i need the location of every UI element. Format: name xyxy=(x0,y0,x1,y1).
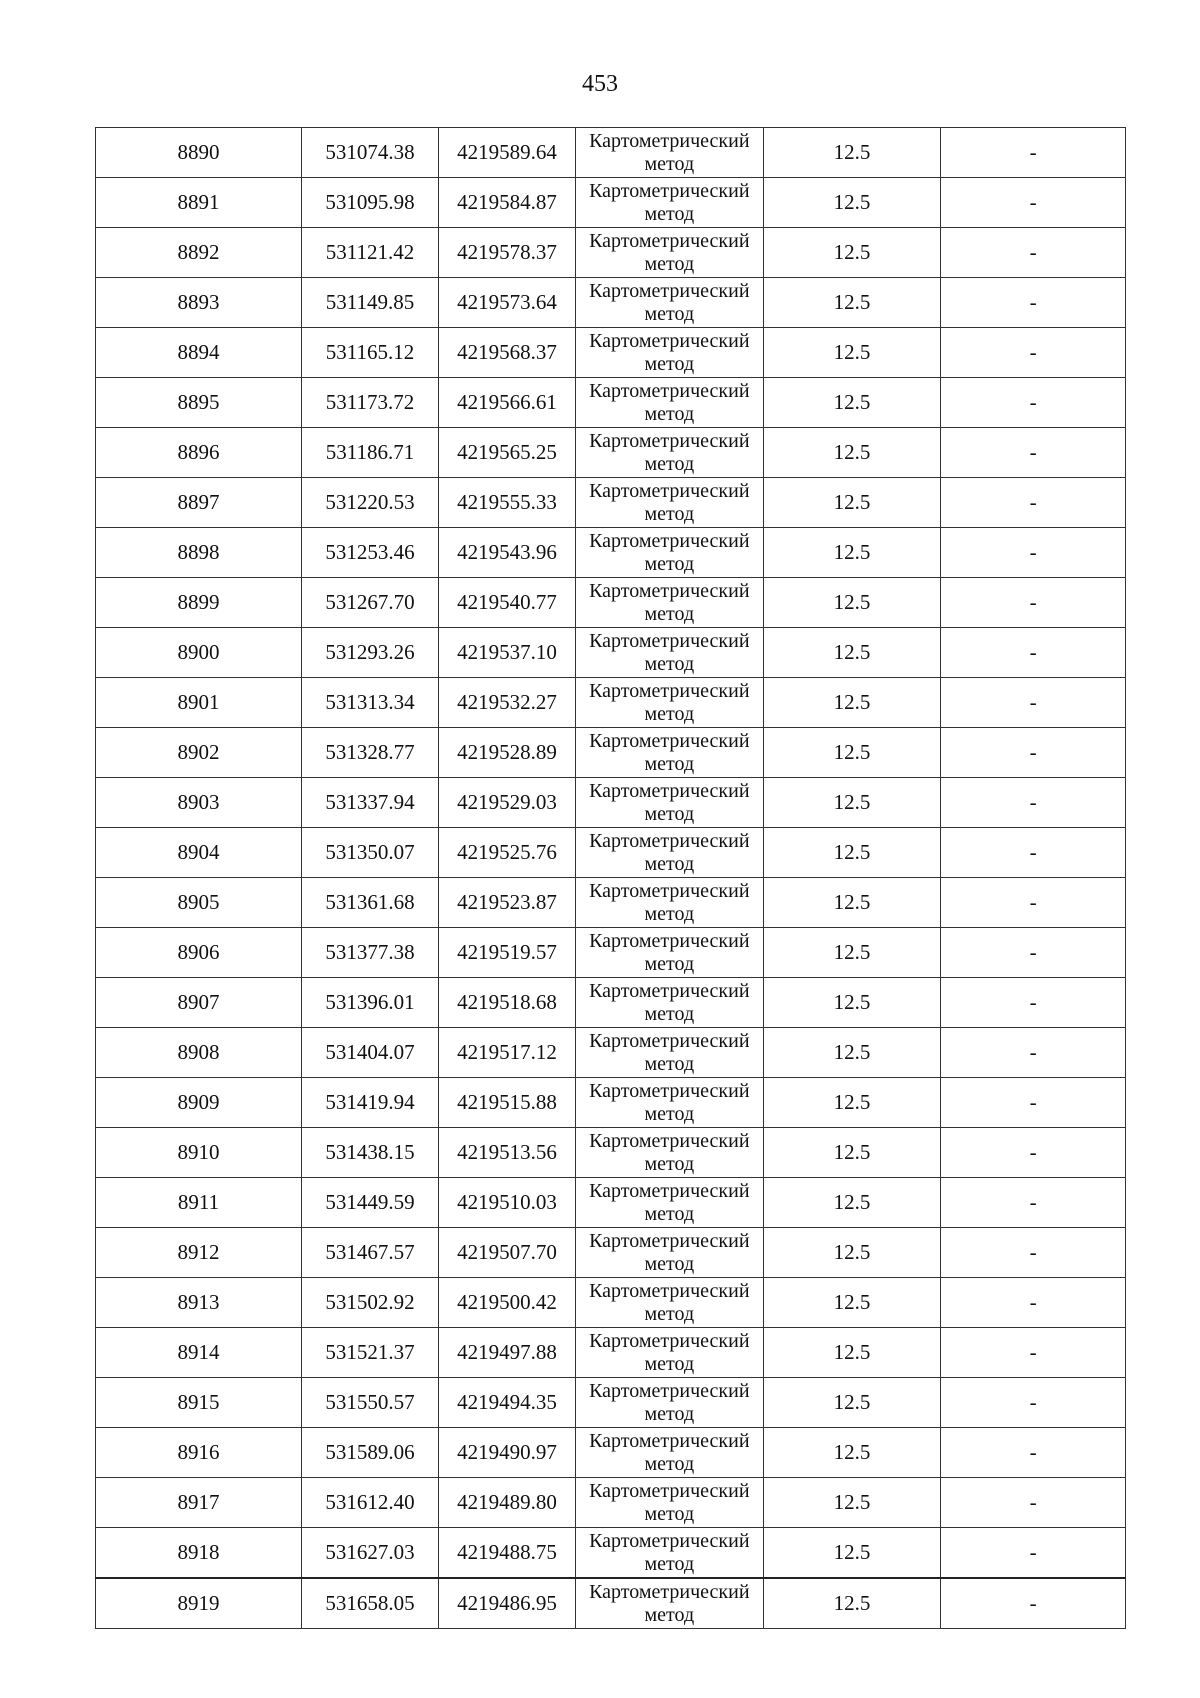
table-row xyxy=(96,178,1126,228)
point-number-cell: 8915 xyxy=(96,1378,302,1428)
method-cell xyxy=(575,1528,763,1579)
y-coordinate-cell: 4219517.12 xyxy=(438,1028,575,1078)
method-line-2: метод xyxy=(644,252,695,275)
point-number-cell: 8914 xyxy=(96,1328,302,1378)
y-coordinate-cell: 4219540.77 xyxy=(438,578,575,628)
method-line-1: Картометрический xyxy=(589,629,750,652)
point-number-cell: 8892 xyxy=(96,228,302,278)
precision-cell: 12.5 xyxy=(763,578,941,628)
precision-cell: 12.5 xyxy=(763,1478,941,1528)
y-coordinate-cell: 4219565.25 xyxy=(438,428,575,478)
method-line-1: Картометрический xyxy=(589,579,750,602)
method-cell xyxy=(575,1178,763,1228)
method-line-2: метод xyxy=(644,1102,695,1125)
note-cell: - xyxy=(941,1278,1126,1328)
method-cell xyxy=(575,628,763,678)
y-coordinate-cell: 4219584.87 xyxy=(438,178,575,228)
method-cell xyxy=(575,228,763,278)
table-row xyxy=(96,1028,1126,1078)
y-coordinate-cell: 4219578.37 xyxy=(438,228,575,278)
y-coordinate-cell: 4219515.88 xyxy=(438,1078,575,1128)
precision-cell: 12.5 xyxy=(763,528,941,578)
precision-cell: 12.5 xyxy=(763,328,941,378)
precision-cell: 12.5 xyxy=(763,1578,941,1629)
method-cell xyxy=(575,1078,763,1128)
method-cell xyxy=(575,378,763,428)
method-line-1: Картометрический xyxy=(589,1229,750,1252)
x-coordinate-cell: 531267.70 xyxy=(302,578,439,628)
method-line-1: Картометрический xyxy=(589,929,750,952)
precision-cell: 12.5 xyxy=(763,1178,941,1228)
y-coordinate-cell: 4219532.27 xyxy=(438,678,575,728)
method-line-1: Картометрический xyxy=(589,1129,750,1152)
table-row xyxy=(96,1478,1126,1528)
note-cell: - xyxy=(941,1128,1126,1178)
method-cell xyxy=(575,1028,763,1078)
y-coordinate-cell: 4219518.68 xyxy=(438,978,575,1028)
table-row xyxy=(96,278,1126,328)
note-cell: - xyxy=(941,1178,1126,1228)
x-coordinate-cell: 531074.38 xyxy=(302,128,439,178)
y-coordinate-cell: 4219573.64 xyxy=(438,278,575,328)
method-cell xyxy=(575,728,763,778)
point-number-cell: 8916 xyxy=(96,1428,302,1478)
method-line-2: метод xyxy=(644,952,695,975)
method-line-1: Картометрический xyxy=(589,1279,750,1302)
precision-cell: 12.5 xyxy=(763,978,941,1028)
method-cell xyxy=(575,478,763,528)
table-row xyxy=(96,1328,1126,1378)
table-row xyxy=(96,1228,1126,1278)
note-cell: - xyxy=(941,328,1126,378)
note-cell: - xyxy=(941,1078,1126,1128)
note-cell: - xyxy=(941,878,1126,928)
table-body xyxy=(96,128,1126,1629)
coordinates-table xyxy=(95,127,1126,1629)
x-coordinate-cell: 531419.94 xyxy=(302,1078,439,1128)
precision-cell: 12.5 xyxy=(763,278,941,328)
x-coordinate-cell: 531350.07 xyxy=(302,828,439,878)
point-number-cell: 8899 xyxy=(96,578,302,628)
note-cell: - xyxy=(941,1028,1126,1078)
method-line-1: Картометрический xyxy=(589,1429,750,1452)
point-number-cell: 8894 xyxy=(96,328,302,378)
method-line-1: Картометрический xyxy=(589,779,750,802)
y-coordinate-cell: 4219488.75 xyxy=(438,1528,575,1579)
method-line-1: Картометрический xyxy=(589,279,750,302)
method-line-2: метод xyxy=(644,1052,695,1075)
method-cell xyxy=(575,1328,763,1378)
point-number-cell: 8911 xyxy=(96,1178,302,1228)
note-cell: - xyxy=(941,1378,1126,1428)
method-cell xyxy=(575,328,763,378)
point-number-cell: 8891 xyxy=(96,178,302,228)
method-line-2: метод xyxy=(644,1202,695,1225)
table-row xyxy=(96,128,1126,178)
method-line-1: Картометрический xyxy=(589,1329,750,1352)
method-line-2: метод xyxy=(644,1502,695,1525)
method-line-1: Картометрический xyxy=(589,529,750,552)
note-cell: - xyxy=(941,1428,1126,1478)
method-cell xyxy=(575,778,763,828)
y-coordinate-cell: 4219486.95 xyxy=(438,1578,575,1629)
method-line-1: Картометрический xyxy=(589,1379,750,1402)
precision-cell: 12.5 xyxy=(763,1228,941,1278)
table-row xyxy=(96,678,1126,728)
precision-cell: 12.5 xyxy=(763,1078,941,1128)
x-coordinate-cell: 531502.92 xyxy=(302,1278,439,1328)
table-row xyxy=(96,428,1126,478)
table-row xyxy=(96,1578,1126,1629)
point-number-cell: 8918 xyxy=(96,1528,302,1579)
y-coordinate-cell: 4219566.61 xyxy=(438,378,575,428)
x-coordinate-cell: 531467.57 xyxy=(302,1228,439,1278)
method-line-1: Картометрический xyxy=(589,1179,750,1202)
point-number-cell: 8902 xyxy=(96,728,302,778)
precision-cell: 12.5 xyxy=(763,1128,941,1178)
table-row xyxy=(96,828,1126,878)
point-number-cell: 8913 xyxy=(96,1278,302,1328)
note-cell: - xyxy=(941,278,1126,328)
precision-cell: 12.5 xyxy=(763,1528,941,1579)
method-line-2: метод xyxy=(644,652,695,675)
x-coordinate-cell: 531438.15 xyxy=(302,1128,439,1178)
x-coordinate-cell: 531313.34 xyxy=(302,678,439,728)
method-line-2: метод xyxy=(644,1002,695,1025)
method-cell xyxy=(575,1478,763,1528)
method-line-1: Картометрический xyxy=(589,479,750,502)
method-line-1: Картометрический xyxy=(589,329,750,352)
point-number-cell: 8904 xyxy=(96,828,302,878)
point-number-cell: 8906 xyxy=(96,928,302,978)
method-line-1: Картометрический xyxy=(589,429,750,452)
method-line-2: метод xyxy=(644,1302,695,1325)
note-cell: - xyxy=(941,228,1126,278)
x-coordinate-cell: 531173.72 xyxy=(302,378,439,428)
x-coordinate-cell: 531589.06 xyxy=(302,1428,439,1478)
method-line-1: Картометрический xyxy=(589,1580,750,1603)
note-cell: - xyxy=(941,628,1126,678)
point-number-cell: 8908 xyxy=(96,1028,302,1078)
method-line-2: метод xyxy=(644,502,695,525)
note-cell: - xyxy=(941,578,1126,628)
point-number-cell: 8890 xyxy=(96,128,302,178)
note-cell: - xyxy=(941,1478,1126,1528)
method-cell xyxy=(575,528,763,578)
precision-cell: 12.5 xyxy=(763,678,941,728)
method-cell xyxy=(575,1578,763,1629)
table-row xyxy=(96,878,1126,928)
note-cell: - xyxy=(941,678,1126,728)
point-number-cell: 8896 xyxy=(96,428,302,478)
table-row xyxy=(96,578,1126,628)
method-line-1: Картометрический xyxy=(589,729,750,752)
table-row xyxy=(96,1278,1126,1328)
point-number-cell: 8897 xyxy=(96,478,302,528)
method-cell xyxy=(575,928,763,978)
table-row xyxy=(96,928,1126,978)
precision-cell: 12.5 xyxy=(763,1428,941,1478)
table-row xyxy=(96,478,1126,528)
note-cell: - xyxy=(941,1228,1126,1278)
y-coordinate-cell: 4219500.42 xyxy=(438,1278,575,1328)
y-coordinate-cell: 4219519.57 xyxy=(438,928,575,978)
note-cell: - xyxy=(941,1578,1126,1629)
method-line-2: метод xyxy=(644,1603,695,1626)
method-line-2: метод xyxy=(644,802,695,825)
y-coordinate-cell: 4219555.33 xyxy=(438,478,575,528)
note-cell: - xyxy=(941,828,1126,878)
note-cell: - xyxy=(941,1528,1126,1579)
table-row xyxy=(96,1528,1126,1579)
precision-cell: 12.5 xyxy=(763,878,941,928)
y-coordinate-cell: 4219568.37 xyxy=(438,328,575,378)
point-number-cell: 8907 xyxy=(96,978,302,1028)
point-number-cell: 8910 xyxy=(96,1128,302,1178)
method-line-2: метод xyxy=(644,902,695,925)
table-row xyxy=(96,628,1126,678)
method-line-2: метод xyxy=(644,852,695,875)
x-coordinate-cell: 531658.05 xyxy=(302,1578,439,1629)
method-line-2: метод xyxy=(644,402,695,425)
method-cell xyxy=(575,1378,763,1428)
precision-cell: 12.5 xyxy=(763,378,941,428)
x-coordinate-cell: 531165.12 xyxy=(302,328,439,378)
note-cell: - xyxy=(941,978,1126,1028)
method-cell xyxy=(575,1128,763,1178)
method-line-2: метод xyxy=(644,752,695,775)
method-line-2: метод xyxy=(644,602,695,625)
y-coordinate-cell: 4219497.88 xyxy=(438,1328,575,1378)
method-line-1: Картометрический xyxy=(589,829,750,852)
note-cell: - xyxy=(941,928,1126,978)
table-row xyxy=(96,978,1126,1028)
method-line-1: Картометрический xyxy=(589,1079,750,1102)
point-number-cell: 8905 xyxy=(96,878,302,928)
x-coordinate-cell: 531612.40 xyxy=(302,1478,439,1528)
method-cell xyxy=(575,978,763,1028)
method-line-2: метод xyxy=(644,152,695,175)
method-line-1: Картометрический xyxy=(589,1529,750,1552)
method-line-2: метод xyxy=(644,1552,695,1575)
method-line-2: метод xyxy=(644,702,695,725)
note-cell: - xyxy=(941,378,1126,428)
x-coordinate-cell: 531220.53 xyxy=(302,478,439,528)
precision-cell: 12.5 xyxy=(763,1328,941,1378)
note-cell: - xyxy=(941,728,1126,778)
method-cell xyxy=(575,428,763,478)
table-row xyxy=(96,1428,1126,1478)
method-cell xyxy=(575,828,763,878)
point-number-cell: 8893 xyxy=(96,278,302,328)
precision-cell: 12.5 xyxy=(763,178,941,228)
point-number-cell: 8895 xyxy=(96,378,302,428)
y-coordinate-cell: 4219489.80 xyxy=(438,1478,575,1528)
method-line-2: метод xyxy=(644,552,695,575)
y-coordinate-cell: 4219537.10 xyxy=(438,628,575,678)
method-line-2: метод xyxy=(644,1452,695,1475)
y-coordinate-cell: 4219525.76 xyxy=(438,828,575,878)
y-coordinate-cell: 4219490.97 xyxy=(438,1428,575,1478)
y-coordinate-cell: 4219528.89 xyxy=(438,728,575,778)
y-coordinate-cell: 4219510.03 xyxy=(438,1178,575,1228)
note-cell: - xyxy=(941,128,1126,178)
method-line-1: Картометрический xyxy=(589,179,750,202)
method-line-2: метод xyxy=(644,202,695,225)
x-coordinate-cell: 531328.77 xyxy=(302,728,439,778)
method-cell xyxy=(575,1228,763,1278)
method-line-1: Картометрический xyxy=(589,229,750,252)
y-coordinate-cell: 4219507.70 xyxy=(438,1228,575,1278)
table-row xyxy=(96,1128,1126,1178)
x-coordinate-cell: 531337.94 xyxy=(302,778,439,828)
method-line-2: метод xyxy=(644,452,695,475)
x-coordinate-cell: 531627.03 xyxy=(302,1528,439,1579)
method-line-2: метод xyxy=(644,352,695,375)
method-cell xyxy=(575,278,763,328)
method-cell xyxy=(575,678,763,728)
point-number-cell: 8912 xyxy=(96,1228,302,1278)
method-line-1: Картометрический xyxy=(589,1479,750,1502)
method-cell xyxy=(575,878,763,928)
note-cell: - xyxy=(941,778,1126,828)
precision-cell: 12.5 xyxy=(763,1028,941,1078)
table-row xyxy=(96,378,1126,428)
point-number-cell: 8901 xyxy=(96,678,302,728)
precision-cell: 12.5 xyxy=(763,928,941,978)
y-coordinate-cell: 4219523.87 xyxy=(438,878,575,928)
table-row xyxy=(96,728,1126,778)
precision-cell: 12.5 xyxy=(763,128,941,178)
method-cell xyxy=(575,128,763,178)
point-number-cell: 8900 xyxy=(96,628,302,678)
y-coordinate-cell: 4219543.96 xyxy=(438,528,575,578)
precision-cell: 12.5 xyxy=(763,728,941,778)
note-cell: - xyxy=(941,528,1126,578)
point-number-cell: 8919 xyxy=(96,1578,302,1629)
x-coordinate-cell: 531149.85 xyxy=(302,278,439,328)
x-coordinate-cell: 531293.26 xyxy=(302,628,439,678)
table-row xyxy=(96,1178,1126,1228)
x-coordinate-cell: 531121.42 xyxy=(302,228,439,278)
x-coordinate-cell: 531377.38 xyxy=(302,928,439,978)
x-coordinate-cell: 531521.37 xyxy=(302,1328,439,1378)
point-number-cell: 8898 xyxy=(96,528,302,578)
table-row xyxy=(96,228,1126,278)
table-row xyxy=(96,528,1126,578)
x-coordinate-cell: 531361.68 xyxy=(302,878,439,928)
method-line-2: метод xyxy=(644,302,695,325)
y-coordinate-cell: 4219589.64 xyxy=(438,128,575,178)
method-line-1: Картометрический xyxy=(589,379,750,402)
precision-cell: 12.5 xyxy=(763,228,941,278)
note-cell: - xyxy=(941,1328,1126,1378)
precision-cell: 12.5 xyxy=(763,778,941,828)
point-number-cell: 8917 xyxy=(96,1478,302,1528)
method-line-2: метод xyxy=(644,1252,695,1275)
page-number: 453 xyxy=(582,71,618,97)
method-line-2: метод xyxy=(644,1402,695,1425)
precision-cell: 12.5 xyxy=(763,1278,941,1328)
method-line-1: Картометрический xyxy=(589,879,750,902)
precision-cell: 12.5 xyxy=(763,828,941,878)
x-coordinate-cell: 531396.01 xyxy=(302,978,439,1028)
x-coordinate-cell: 531404.07 xyxy=(302,1028,439,1078)
method-cell xyxy=(575,1428,763,1478)
y-coordinate-cell: 4219494.35 xyxy=(438,1378,575,1428)
method-line-2: метод xyxy=(644,1352,695,1375)
method-line-1: Картометрический xyxy=(589,129,750,152)
x-coordinate-cell: 531449.59 xyxy=(302,1178,439,1228)
method-cell xyxy=(575,1278,763,1328)
method-line-1: Картометрический xyxy=(589,979,750,1002)
point-number-cell: 8903 xyxy=(96,778,302,828)
table-row xyxy=(96,1078,1126,1128)
x-coordinate-cell: 531095.98 xyxy=(302,178,439,228)
method-line-1: Картометрический xyxy=(589,1029,750,1052)
table-row xyxy=(96,328,1126,378)
precision-cell: 12.5 xyxy=(763,628,941,678)
precision-cell: 12.5 xyxy=(763,1378,941,1428)
method-cell xyxy=(575,178,763,228)
x-coordinate-cell: 531186.71 xyxy=(302,428,439,478)
x-coordinate-cell: 531253.46 xyxy=(302,528,439,578)
precision-cell: 12.5 xyxy=(763,428,941,478)
point-number-cell: 8909 xyxy=(96,1078,302,1128)
precision-cell: 12.5 xyxy=(763,478,941,528)
method-line-1: Картометрический xyxy=(589,679,750,702)
method-line-2: метод xyxy=(644,1152,695,1175)
y-coordinate-cell: 4219529.03 xyxy=(438,778,575,828)
table-row xyxy=(96,778,1126,828)
note-cell: - xyxy=(941,478,1126,528)
note-cell: - xyxy=(941,428,1126,478)
table-row xyxy=(96,1378,1126,1428)
y-coordinate-cell: 4219513.56 xyxy=(438,1128,575,1178)
note-cell: - xyxy=(941,178,1126,228)
method-cell xyxy=(575,578,763,628)
x-coordinate-cell: 531550.57 xyxy=(302,1378,439,1428)
